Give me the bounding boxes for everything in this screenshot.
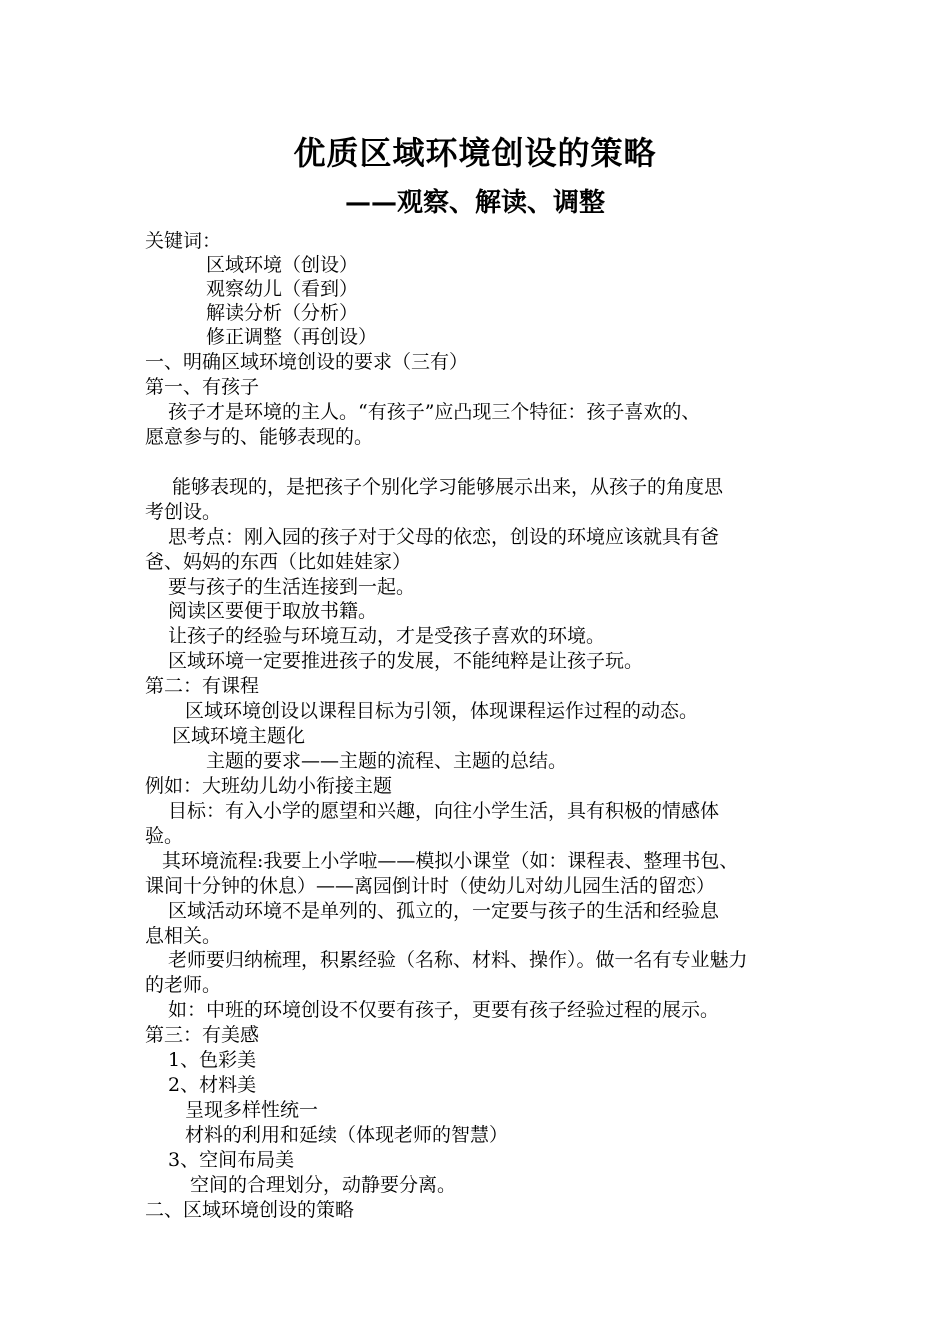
paragraph-line: 要与孩子的生活连接到一起。 <box>168 576 416 598</box>
paragraph-line: 例如：大班幼儿幼小衔接主题 <box>145 775 393 797</box>
paragraph-line: 愿意参与的、能够表现的。 <box>145 426 374 448</box>
keyword-item: 解读分析（分析） <box>206 302 359 324</box>
paragraph-line: 爸、妈妈的东西（比如娃娃家） <box>145 551 412 573</box>
section-heading: 一、明确区域环境创设的要求（三有） <box>145 351 469 373</box>
list-item: 3、空间布局美 <box>168 1149 295 1171</box>
paragraph-line: 老师要归纳梳理，积累经验（名称、材料、操作）。做一名有专业魅力 <box>168 949 748 971</box>
paragraph-line: 呈现多样性统一 <box>185 1099 319 1121</box>
subsection-heading: 第一、有孩子 <box>145 376 260 398</box>
paragraph-line: 目标：有入小学的愿望和兴趣，向往小学生活，具有积极的情感体 <box>168 800 720 822</box>
subsection-heading: 第三：有美感 <box>145 1024 260 1046</box>
paragraph-line: 的老师。 <box>145 974 222 996</box>
keyword-item: 观察幼儿（看到） <box>206 278 359 300</box>
list-item: 2、材料美 <box>168 1074 257 1096</box>
paragraph-line: 孩子才是环境的主人。“有孩子”应凸现三个特征：孩子喜欢的、 <box>168 401 701 423</box>
paragraph-line: 让孩子的经验与环境互动，才是受孩子喜欢的环境。 <box>168 625 606 647</box>
paragraph-line: 区域环境创设以课程目标为引领，体现课程运作过程的动态。 <box>185 700 699 722</box>
paragraph-line: 考创设。 <box>145 501 222 523</box>
paragraph-line: 材料的利用和延续（体现老师的智慧） <box>185 1124 509 1146</box>
subsection-heading: 第二：有课程 <box>145 675 260 697</box>
paragraph-line: 能够表现的，是把孩子个别化学习能够展示出来，从孩子的角度思 <box>172 476 724 498</box>
paragraph-line: 区域环境一定要推进孩子的发展，不能纯粹是让孩子玩。 <box>168 650 644 672</box>
paragraph-line: 如：中班的环境创设不仅要有孩子，更要有孩子经验过程的展示。 <box>168 999 720 1021</box>
keyword-item: 区域环境（创设） <box>206 254 359 276</box>
document-subtitle: ——观察、解读、调整 <box>344 188 605 218</box>
paragraph-line: 息相关。 <box>145 925 222 947</box>
keyword-item: 修正调整（再创设） <box>206 326 378 348</box>
paragraph-line: 其环境流程:我要上小学啦——模拟小课堂（如：课程表、整理书包、 <box>162 850 739 872</box>
paragraph-line: 阅读区要便于取放书籍。 <box>168 600 378 622</box>
section-heading: 二、区域环境创设的策略 <box>145 1199 355 1221</box>
paragraph-line: 验。 <box>145 825 184 847</box>
list-item: 1、色彩美 <box>168 1049 257 1071</box>
paragraph-line: 主题的要求——主题的流程、主题的总结。 <box>206 750 568 772</box>
paragraph-line: 区域活动环境不是单列的、孤立的，一定要与孩子的生活和经验息 <box>168 900 720 922</box>
keywords-label: 关键词： <box>145 230 222 252</box>
paragraph-line: 空间的合理划分，动静要分离。 <box>190 1174 457 1196</box>
paragraph-line: 课间十分钟的休息）——离园倒计时（使幼儿对幼儿园生活的留恋） <box>145 875 716 897</box>
document-title: 优质区域环境创设的策略 <box>293 134 657 172</box>
paragraph-line: 区域环境主题化 <box>172 725 306 747</box>
paragraph-line: 思考点：刚入园的孩子对于父母的依恋，创设的环境应该就具有爸 <box>168 526 720 548</box>
